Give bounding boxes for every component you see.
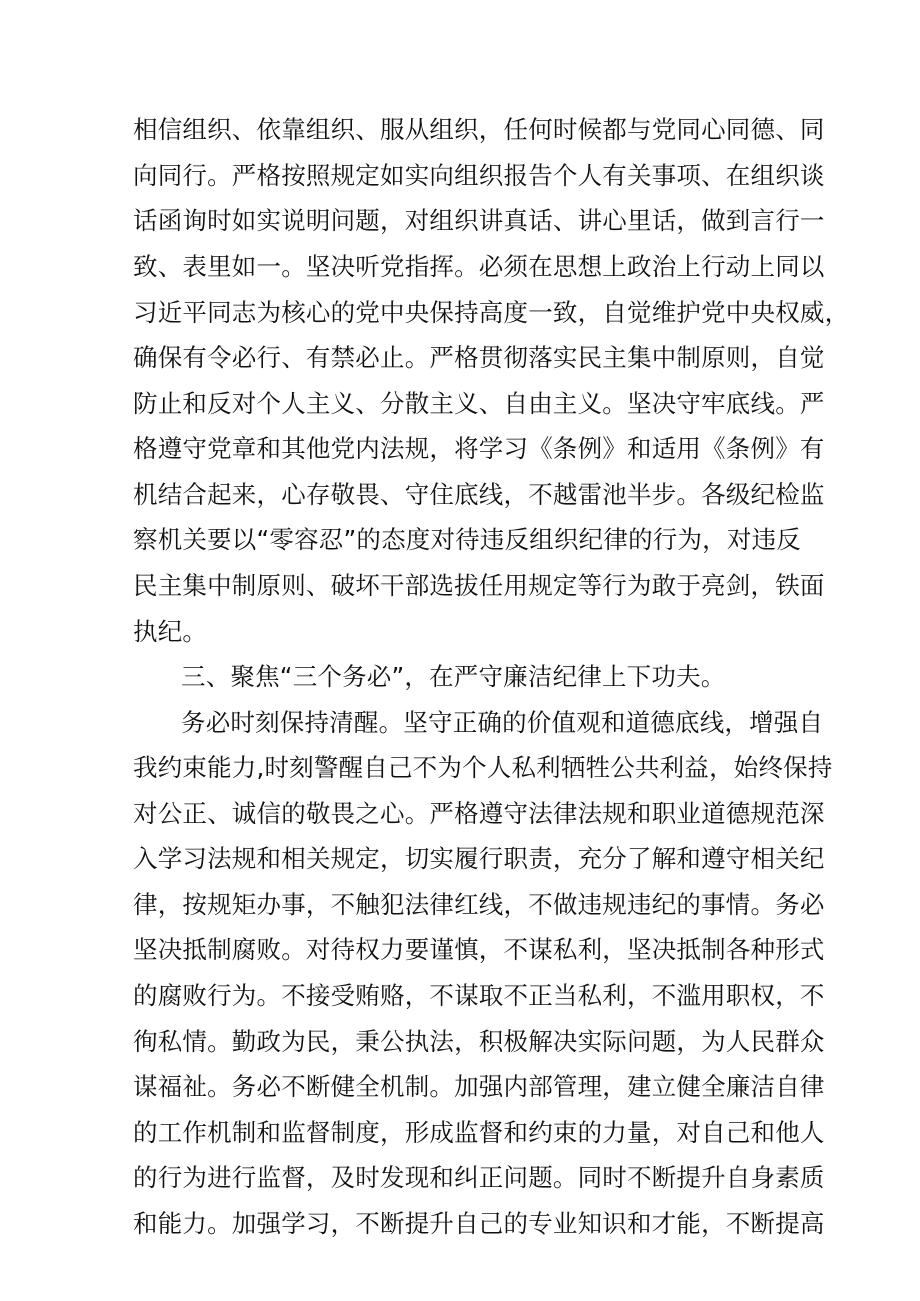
text-line: 机结合起来，心存敬畏、守住底线，不越雷池半步。各级纪检监 xyxy=(133,480,825,509)
text-line: 徇私情。勤政为民，秉公执法，积极解决实际问题，为人民群众 xyxy=(133,1027,825,1056)
text-line: 的工作机制和监督制度，形成监督和约束的力量，对自己和他人 xyxy=(133,1118,825,1147)
text-line: 话函询时如实说明问题，对组织讲真话、讲心里话，做到言行一 xyxy=(133,206,825,235)
text-line: 对公正、诚信的敬畏之心。严格遵守法律法规和职业道德规范深 xyxy=(133,799,825,828)
text-line: 格遵守党章和其他党内法规，将学习《条例》和适用《条例》有 xyxy=(133,434,825,463)
text-line: 谋福祉。务必不断健全机制。加强内部管理，建立健全廉洁自律 xyxy=(133,1072,825,1101)
text-line: 的腐败行为。不接受贿赂，不谋取不正当私利，不滥用职权，不 xyxy=(133,981,825,1010)
text-line: 察机关要以“零容忍”的态度对待违反组织纪律的行为，对违反 xyxy=(133,525,801,554)
text-line: 相信组织、依靠组织、服从组织，任何时候都与党同心同德、同 xyxy=(133,115,825,144)
text-line: 民主集中制原则、破坏干部选拔任用规定等行为敢于亮剑，铁面 xyxy=(133,571,825,600)
text-line: 的行为进行监督，及时发现和纠正问题。同时不断提升自身素质 xyxy=(133,1163,825,1192)
text-line: 习近平同志为核心的党中央保持高度一致，自觉维护党中央权威， xyxy=(133,298,850,327)
text-line: 防止和反对个人主义、分散主义、自由主义。坚决守牢底线。严 xyxy=(133,389,825,418)
text-line: 律，按规矩办事，不触犯法律红线，不做违规违纪的事情。务必 xyxy=(133,890,825,919)
text-line: 务必时刻保持清醒。坚守正确的价值观和道德底线，增强自 xyxy=(181,708,824,737)
text-line: 致、表里如一。坚决听党指挥。必须在思想上政治上行动上同以 xyxy=(133,252,825,281)
text-line: 向同行。严格按照规定如实向组织报告个人有关事项、在组织谈 xyxy=(133,161,825,190)
text-line: 确保有令必行、有禁必止。严格贯彻落实民主集中制原则，自觉 xyxy=(133,343,825,372)
text-line: 入学习法规和相关规定，切实履行职责，充分了解和遵守相关纪 xyxy=(133,844,825,873)
text-line: 和能力。加强学习，不断提升自己的专业知识和才能，不断提高 xyxy=(133,1209,825,1238)
text-line: 执纪。 xyxy=(133,617,208,646)
section-heading: 三、聚焦“三个务必”，在严守廉洁纪律上下功夫。 xyxy=(181,662,726,691)
text-line: 坚决抵制腐败。对待权力要谨慎，不谋私利，坚决抵制各种形式 xyxy=(133,935,825,964)
text-line: 我约束能力,时刻警醒自己不为个人私利牺牲公共利益，始终保持 xyxy=(133,753,833,782)
